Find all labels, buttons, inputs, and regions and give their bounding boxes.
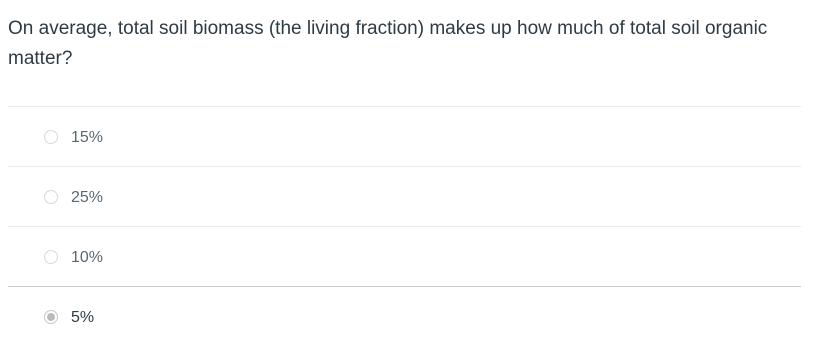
radio-button[interactable] bbox=[44, 250, 58, 264]
answer-label: 10% bbox=[71, 248, 104, 266]
radio-button[interactable] bbox=[44, 190, 58, 204]
answer-list bbox=[8, 106, 801, 346]
answer-option-15[interactable] bbox=[8, 107, 801, 167]
answer-option-25[interactable] bbox=[8, 167, 801, 227]
radio-button-selected[interactable] bbox=[44, 310, 58, 324]
radio-button[interactable] bbox=[44, 130, 58, 144]
question-text: On average, total soil biomass (the living fraction) makes up how much of total soil organic matter? bbox=[8, 18, 768, 69]
answer-option-10[interactable] bbox=[8, 227, 801, 287]
answer-label: 15% bbox=[71, 128, 104, 146]
answer-label: 25% bbox=[71, 188, 104, 206]
answer-option-5[interactable] bbox=[8, 286, 801, 346]
answer-label: 5% bbox=[71, 308, 95, 326]
